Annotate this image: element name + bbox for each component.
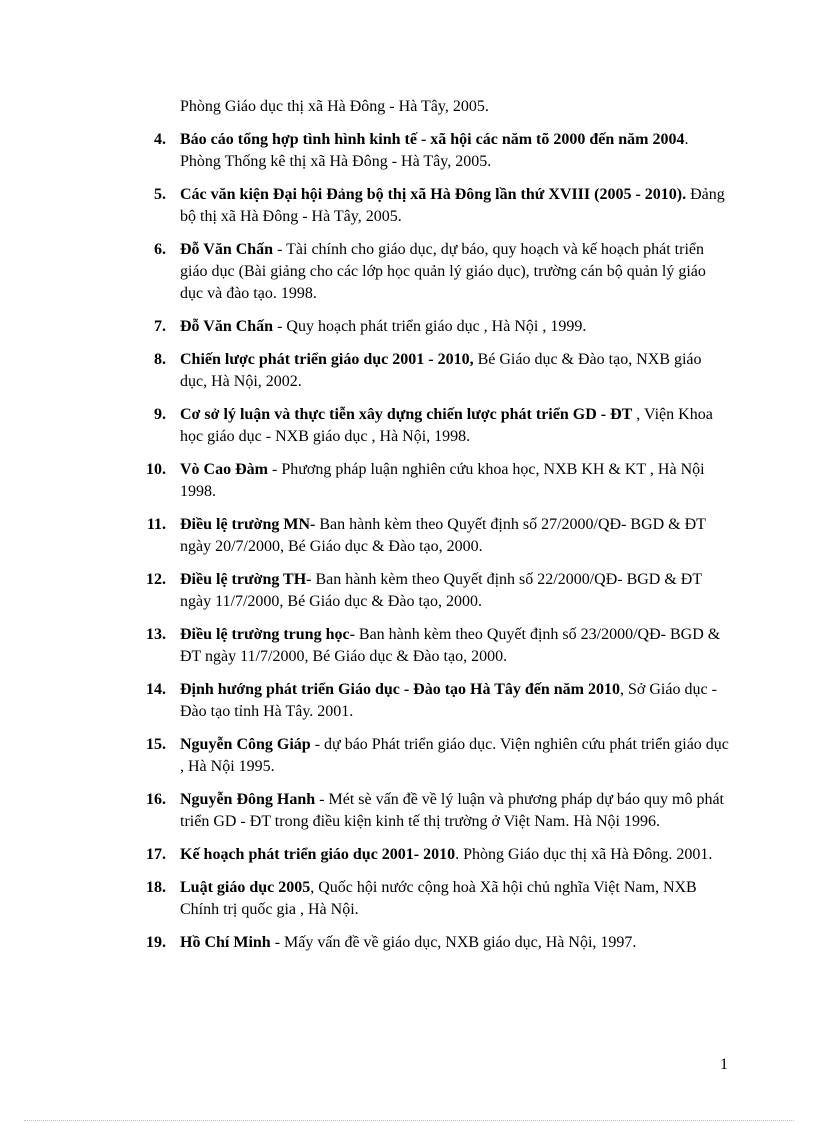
reference-details: , Quốc hội nước cộng hoà Xã hội chủ nghĩa Việt Nam, NXB Chính trị quốc gia , Hà Nội. — [180, 879, 697, 918]
reference-item — [0, 734, 732, 778]
reference-title: Đỗ Văn Chấn — [180, 318, 274, 335]
reference-details: Bé Giáo dục & Đào tạo, NXB giáo dục, Hà Nội, 2002. — [180, 351, 702, 390]
reference-details: Đảng bộ thị xã Hà Đông - Hà Tây, 2005. — [180, 186, 725, 225]
reference-details: - Mấy vấn đề về giáo dục, NXB giáo dục, Hà Nội, 1997. — [270, 934, 637, 951]
reference-title: Nguyễn Công Giáp — [180, 736, 311, 753]
reference-title: Báo cáo tổng hợp tình hình kinh tế - xã hội các năm tõ 2000 đến năm 2004 — [180, 131, 685, 148]
reference-item — [0, 844, 732, 866]
reference-details: Ban hành kèm theo Quyết định số 23/2000/QĐ- BGD & ĐT ngày 11/7/2000, Bé Giáo dục & Đào tạo, 2000. — [180, 626, 721, 665]
reference-title: Vò Cao Đàm — [180, 461, 268, 478]
reference-number: 17. — [146, 846, 166, 863]
reference-number: 11. — [146, 516, 166, 533]
reference-item — [0, 349, 732, 393]
reference-continuation: Phòng Giáo dục thị xã Hà Đông - Hà Tây, 2005. — [180, 98, 489, 115]
reference-item — [0, 569, 732, 613]
reference-number: 10. — [146, 461, 166, 478]
reference-item — [0, 459, 732, 503]
reference-item — [0, 239, 732, 305]
reference-number: 8. — [154, 351, 166, 368]
reference-details: - dự báo Phát triển giáo dục. Viện nghiên cứu phát triển giáo dục , Hà Nội 1995. — [180, 736, 729, 775]
reference-title: Định hướng phát triển Giáo dục - Đào tạo Hà Tây đến năm 2010 — [180, 681, 621, 698]
page-divider — [24, 1120, 794, 1121]
reference-item — [0, 184, 732, 228]
reference-title: Kế hoạch phát triển giáo dục 2001- 2010 — [180, 846, 456, 863]
reference-item — [0, 877, 732, 921]
reference-title: Chiến lược phát triển giáo dục 2001 - 2010, — [180, 351, 474, 368]
reference-details: - Quy hoạch phát triển giáo dục , Hà Nội , 1999. — [273, 318, 587, 335]
reference-item — [0, 514, 732, 558]
reference-details: - Mét sè vấn đề về lý luận và phương pháp dự báo quy mô phát triển GD - ĐT trong điều kiện kinh tế thị trường ở Việt Nam. Hà Nội 1996. — [180, 791, 724, 830]
reference-details: . Phòng Thống kê thị xã Hà Đông - Hà Tây, 2005. — [180, 131, 689, 170]
reference-title: Nguyễn Đông Hanh — [180, 791, 316, 808]
reference-item — [0, 404, 732, 448]
reference-details: Ban hành kèm theo Quyết định số 22/2000/QĐ- BGD & ĐT ngày 11/7/2000, Bé Giáo dục & Đào tạo, 2000. — [180, 571, 702, 610]
reference-title: Điều lệ trường TH- — [180, 571, 312, 588]
reference-number: 12. — [146, 571, 166, 588]
reference-list — [0, 129, 816, 965]
reference-title: Luật giáo dục 2005 — [180, 879, 311, 896]
reference-details: . Phòng Giáo dục thị xã Hà Đông. 2001. — [455, 846, 713, 863]
reference-number: 14. — [146, 681, 166, 698]
reference-details: - Phương pháp luận nghiên cứu khoa học, NXB KH & KT , Hà Nội 1998. — [180, 461, 705, 500]
reference-item — [0, 679, 732, 723]
reference-item — [0, 129, 732, 173]
reference-number: 13. — [146, 626, 166, 643]
reference-item — [0, 316, 732, 338]
page-number: 1 — [720, 1056, 728, 1073]
reference-item — [0, 789, 732, 833]
reference-item — [0, 932, 732, 954]
reference-details: - Tài chính cho giáo dục, dự báo, quy hoạch và kế hoạch phát triển giáo dục (Bài giảng cho các lớp học quản lý giáo dục), trường cán bộ quản lý giáo dục và đào tạo. 1998. — [180, 241, 706, 302]
reference-details: , Sở Giáo dục - Đào tạo tỉnh Hà Tây. 2001. — [180, 681, 717, 720]
reference-number: 4. — [154, 131, 166, 148]
reference-details: Ban hành kèm theo Quyết định số 27/2000/QĐ- BGD & ĐT ngày 20/7/2000, Bé Giáo dục & Đào tạo, 2000. — [180, 516, 706, 555]
reference-number: 15. — [146, 736, 166, 753]
reference-title: Đỗ Văn Chấn — [180, 241, 274, 258]
reference-title: Điều lệ trường MN- — [180, 516, 316, 533]
reference-title: Cơ sở lý luận và thực tiễn xây dựng chiến lược phát triển GD - ĐT — [180, 406, 633, 423]
reference-number: 5. — [154, 186, 166, 203]
reference-number: 7. — [154, 318, 166, 335]
reference-number: 18. — [146, 879, 166, 896]
reference-number: 16. — [146, 791, 166, 808]
reference-item — [0, 624, 732, 668]
reference-number: 6. — [154, 241, 166, 258]
reference-details: , Viện Khoa học giáo dục - NXB giáo dục , Hà Nội, 1998. — [180, 406, 713, 445]
reference-title: Hồ Chí Minh — [180, 934, 271, 951]
reference-number: 19. — [146, 934, 166, 951]
reference-title: Các văn kiện Đại hội Đảng bộ thị xã Hà Đông lần thứ XVIII (2005 - 2010). — [180, 186, 687, 203]
reference-number: 9. — [154, 406, 166, 423]
reference-title: Điều lệ trường trung học- — [180, 626, 355, 643]
